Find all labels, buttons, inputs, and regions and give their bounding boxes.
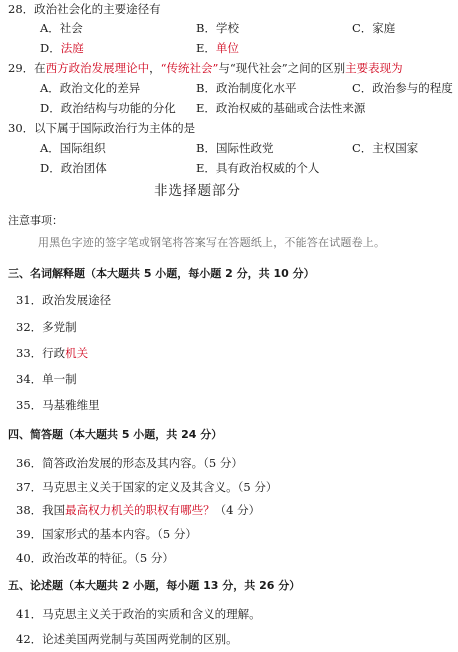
option-e-text-highlight: 单位	[215, 41, 239, 55]
question-39: 39．国家形式的基本内容。（5 分）	[16, 527, 197, 541]
question-28-stem: 28．政治社会化的主要途径有	[8, 2, 161, 16]
q29-stem-highlight-2: “传统社会”	[160, 61, 219, 75]
question-28-option-b: B．学校	[196, 21, 239, 35]
question-30-option-a: A．国际组织	[40, 141, 106, 155]
question-29-option-a: A．政治文化的差异	[40, 81, 141, 95]
notice-label: 注意事项：	[8, 214, 63, 227]
question-29-option-b: B．政治制度化水平	[196, 81, 297, 95]
question-28-option-e	[196, 41, 239, 55]
question-28-option-d	[40, 41, 84, 55]
q29-stem-part1: 29．在	[8, 61, 46, 75]
question-37: 37．马克思主义关于国家的定义及其含义。（5 分）	[16, 480, 278, 494]
question-35: 35．马基雅维里	[16, 398, 100, 412]
question-38	[16, 503, 260, 517]
question-29-option-c: C．政治参与的程度	[352, 81, 453, 95]
q33-text: 33．行政	[16, 346, 66, 360]
q38-text-1: 38．我国	[16, 503, 66, 517]
question-28-option-a: A．社会	[40, 21, 83, 35]
question-30-option-b: B．国际性政党	[196, 141, 274, 155]
question-36: 36．简答政治发展的形态及其内容。（5 分）	[16, 456, 243, 470]
question-42: 42．论述美国两党制与英国两党制的区别。	[16, 632, 238, 646]
question-28-option-c: C．家庭	[352, 21, 396, 35]
q38-text-2: （4 分）	[214, 503, 261, 517]
q38-highlight: 最高权力机关的职权有哪些？	[65, 503, 215, 517]
question-29-option-e: E．政治权威的基础或合法性来源	[196, 101, 366, 115]
question-29-stem	[8, 61, 403, 75]
question-40: 40．政治改革的特征。（5 分）	[16, 551, 174, 565]
question-29-option-d: D．政治结构与功能的分化	[40, 101, 176, 115]
q29-stem-part3: ，	[149, 61, 161, 75]
section-title: 非选择题部分	[154, 183, 241, 199]
question-30-stem: 30．以下属于国际政治行为主体的是	[8, 121, 196, 135]
option-d-letter: D．	[40, 41, 61, 55]
question-41: 41．马克思主义关于政治的实质和含义的理解。	[16, 607, 261, 621]
q29-stem-part5: 与“现代社会”之间的区别	[218, 61, 346, 75]
part-4-heading: 四、简答题（本大题共 5 小题，共 24 分）	[8, 428, 223, 441]
option-d-text-highlight: 法庭	[60, 41, 84, 55]
question-30-option-c: C．主权国家	[352, 141, 419, 155]
question-34: 34．单一制	[16, 372, 77, 386]
q33-highlight: 机关	[65, 346, 89, 360]
question-30-option-d: D．政治团体	[40, 161, 107, 175]
q29-stem-highlight-1: 西方政治发展理论中	[45, 61, 150, 75]
question-32: 32．多党制	[16, 320, 77, 334]
option-e-letter: E．	[196, 41, 216, 55]
question-31: 31．政治发展途径	[16, 293, 112, 307]
question-30-option-e: E．具有政治权威的个人	[196, 161, 320, 175]
part-3-heading: 三、名词解释题（本大题共 5 小题，每小题 2 分，共 10 分）	[8, 267, 315, 280]
notice-text: 用黑色字迹的签字笔或钢笔将答案写在答题纸上，不能答在试题卷上。	[38, 236, 386, 249]
q29-stem-highlight-3: 主要表现为	[345, 61, 403, 75]
part-5-heading: 五、论述题（本大题共 2 小题，每小题 13 分，共 26 分）	[8, 579, 301, 592]
question-33	[16, 346, 88, 360]
